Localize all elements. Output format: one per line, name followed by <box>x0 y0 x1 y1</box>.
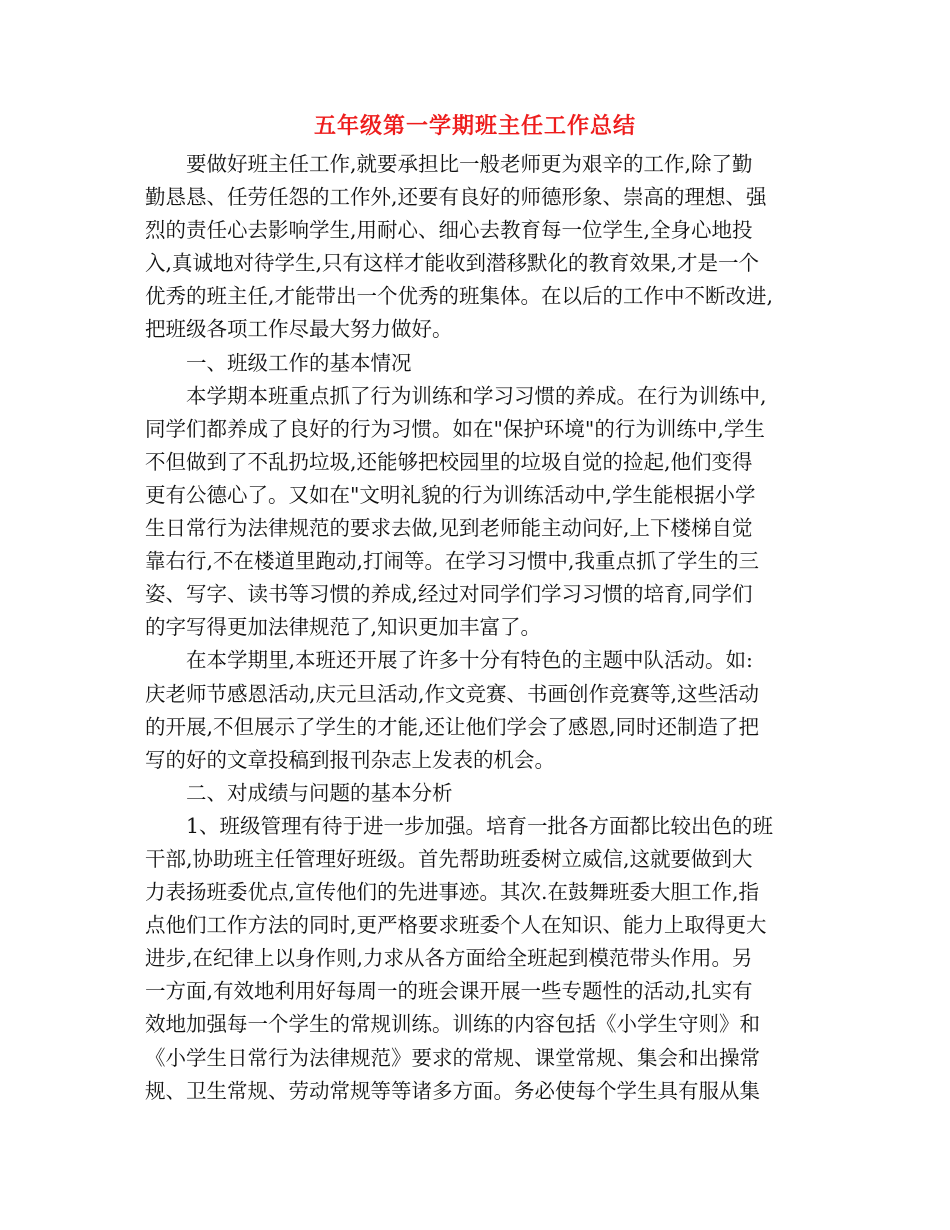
paragraph-line: 写的好的文章投稿到报刊杂志上发表的机会。 <box>145 747 555 772</box>
paragraph-line: 把班级各项工作尽最大努力做好。 <box>145 317 453 342</box>
paragraph-line: 一方面,有效地利用好每周一的班会课开展一些专题性的活动,扎实有 <box>145 979 753 1004</box>
paragraph-line: 点他们工作方法的同时,更严格要求班委个人在知识、能力上取得更大 <box>145 913 767 938</box>
paragraph-line: 要做好班主任工作,就要承担比一般老师更为艰辛的工作,除了勤 <box>186 152 753 176</box>
paragraph-line: 在本学期里,本班还开展了许多十分有特色的主题中队活动。如: <box>186 648 753 673</box>
paragraph-line: 《小学生日常行为法律规范》要求的常规、课堂常规、集会和出操常 <box>145 1045 760 1070</box>
paragraph-line: 规、卫生常规、劳动常规等等诸多方面。务必使每个学生具有服从集 <box>145 1078 760 1103</box>
paragraph-line: 的字写得更加法律规范了,知识更加丰富了。 <box>145 615 542 640</box>
paragraph-line: 烈的责任心去影响学生,用耐心、细心去教育每一位学生,全身心地投 <box>145 218 753 243</box>
paragraph-line: 干部,协助班主任管理好班级。首先帮助班委树立威信,这就要做到大 <box>145 846 753 871</box>
paragraph-line: 同学们都养成了良好的行为习惯。如在"保护环境"的行为训练中,学生 <box>145 416 765 441</box>
section-heading: 二、对成绩与问题的基本分析 <box>186 780 453 805</box>
paragraph-line: 的开展,不但展示了学生的才能,还让他们学会了感恩,同时还制造了把 <box>145 714 760 739</box>
paragraph-line: 庆老师节感恩活动,庆元旦活动,作文竞赛、书画创作竞赛等,这些活动 <box>145 681 760 706</box>
section-heading: 一、班级工作的基本情况 <box>186 350 412 375</box>
paragraph-line: 勤恳恳、任劳任怨的工作外,还要有良好的师德形象、崇高的理想、强 <box>145 185 767 210</box>
paragraph-line: 本学期本班重点抓了行为训练和学习习惯的养成。在行为训练中, <box>186 383 767 408</box>
paragraph-line: 力表扬班委优点,宣传他们的先进事迹。其次.在鼓舞班委大胆工作,指 <box>145 880 760 905</box>
paragraph-line: 不但做到了不乱扔垃圾,还能够把校园里的垃圾自觉的捡起,他们变得 <box>145 449 753 474</box>
paragraph-line: 入,真诚地对待学生,只有这样才能收到潜移默化的教育效果,才是一个 <box>145 251 760 276</box>
paragraph-line: 优秀的班主任,才能带出一个优秀的班集体。在以后的工作中不断改进, <box>145 284 774 309</box>
paragraph-line: 生日常行为法律规范的要求去做,见到老师能主动问好,上下楼梯自觉 <box>145 516 753 541</box>
document-body <box>145 148 810 1108</box>
paragraph-line: 1、班级管理有待于进一步加强。培育一批各方面都比较出色的班 <box>186 813 774 838</box>
document-title: 五年级第一学期班主任工作总结 <box>313 113 636 139</box>
paragraph-line: 更有公德心了。又如在"文明礼貌的行为训练活动中,学生能根据小学 <box>145 482 756 507</box>
paragraph-line: 进步,在纪律上以身作则,力求从各方面给全班起到模范带头作用。另 <box>145 946 753 971</box>
paragraph-line: 姿、写字、读书等习惯的养成,经过对同学们学习习惯的培育,同学们 <box>145 582 753 607</box>
paragraph-line: 效地加强每一个学生的常规训练。训练的内容包括《小学生守则》和 <box>145 1012 760 1037</box>
paragraph-line: 靠右行,不在楼道里跑动,打闹等。在学习习惯中,我重点抓了学生的三 <box>145 549 760 574</box>
